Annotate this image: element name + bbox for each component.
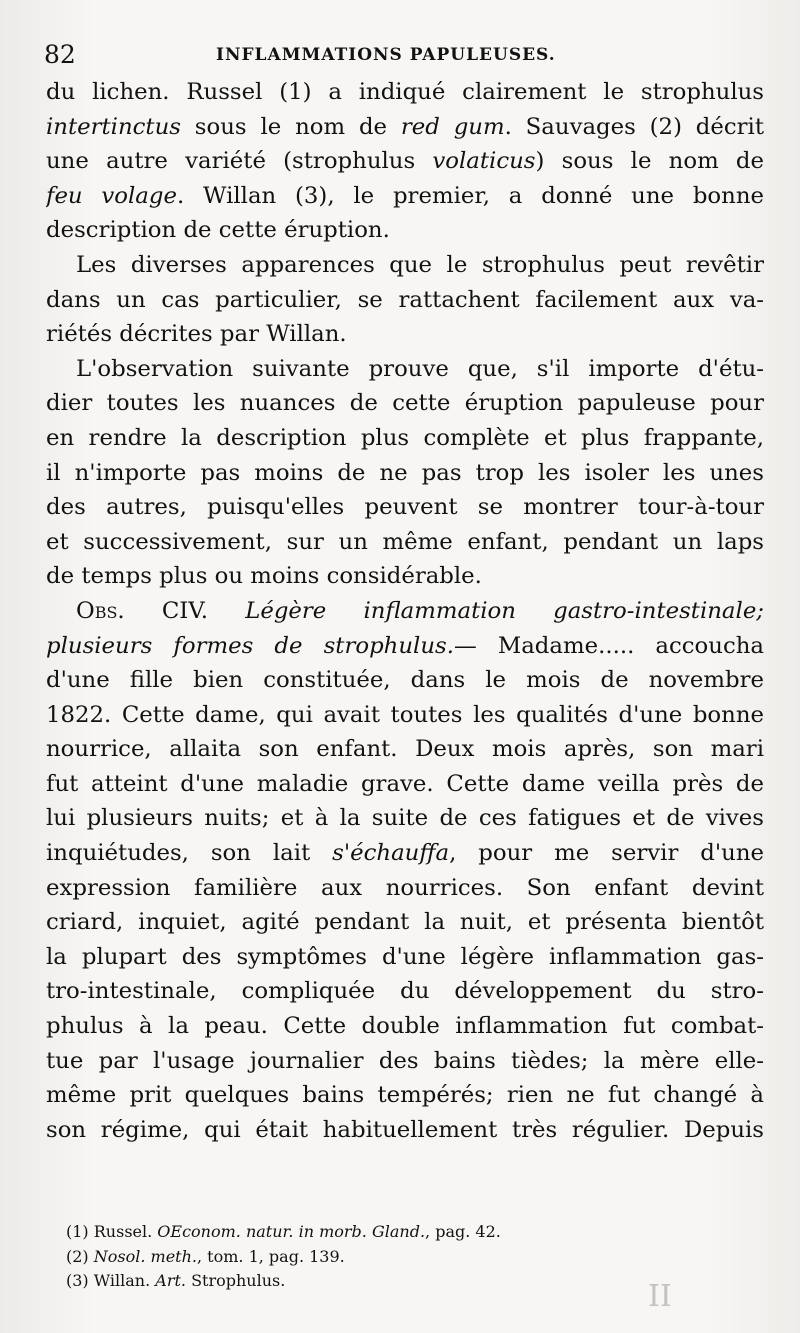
text-segment: dier toutes les nuances de cette éruption papuleuse pour	[46, 390, 764, 417]
text-segment: son régime, qui était habituellement très régulier. Depuis	[46, 1116, 764, 1143]
page-header	[44, 38, 764, 72]
footnote-italic: Art.	[155, 1271, 186, 1290]
text-line	[46, 974, 764, 1009]
text-line	[46, 594, 764, 629]
text-line	[46, 456, 764, 491]
text-segment: Les diverses apparences que le strophulus peut revêtir	[76, 251, 764, 278]
text-segment: ) sous le nom de	[535, 148, 764, 175]
text-segment: il n'importe pas moins de ne pas trop les isoler les unes	[46, 459, 764, 486]
text-segment: expression familière aux nourrices. Son enfant devint	[46, 874, 764, 901]
text-line	[46, 871, 764, 906]
text-line	[46, 698, 764, 733]
text-line	[46, 1009, 764, 1044]
text-line	[46, 1078, 764, 1113]
text-segment: phulus à la peau. Cette double inflammation fut combat-	[46, 1013, 764, 1040]
text-line	[46, 732, 764, 767]
text-line	[46, 663, 764, 698]
text-line	[46, 352, 764, 387]
text-line	[46, 905, 764, 940]
italic-text: red gum	[400, 113, 505, 140]
text-segment: — Madame..... accoucha	[453, 632, 764, 659]
footnote	[66, 1269, 666, 1294]
text-line	[46, 490, 764, 525]
text-segment: , pour me servir d'une	[449, 840, 764, 867]
text-segment: . Willan (3), le premier, a donné une bonne	[177, 182, 764, 209]
text-line	[46, 179, 764, 214]
italic-text: s'échauffa	[332, 840, 450, 867]
text-segment: tro-intestinale, compliquée du développement du stro-	[46, 978, 764, 1005]
text-segment: de temps plus ou moins considérable.	[46, 563, 482, 590]
text-segment: L'observation suivante prouve que, s'il importe d'étu-	[76, 355, 764, 382]
text-segment: 1822. Cette dame, qui avait toutes les qualités d'une bonne	[46, 701, 764, 728]
text-line	[46, 75, 764, 110]
footnote-italic: OEconom. natur. in morb. Gland.	[157, 1222, 426, 1241]
footnote	[66, 1220, 666, 1245]
text-segment: . Sauvages (2) décrit	[504, 113, 764, 140]
text-segment: la plupart des symptômes d'une légère inflammation gas-	[46, 943, 764, 970]
text-segment: des autres, puisqu'elles peuvent se montrer tour-à-tour	[46, 494, 764, 521]
text-line	[46, 283, 764, 318]
text-segment: même prit quelques bains tempérés; rien ne fut changé à	[46, 1082, 764, 1109]
text-line	[46, 767, 764, 802]
text-segment: tue par l'usage journalier des bains tièdes; la mère elle-	[46, 1047, 764, 1074]
text-line	[46, 836, 764, 871]
text-segment: une autre variété (strophulus	[46, 148, 433, 175]
text-segment: d'une fille bien constituée, dans le mois de novembre	[46, 667, 764, 694]
text-segment: inquiétudes, son lait	[46, 840, 333, 867]
text-segment: Obs. CIV.	[76, 597, 246, 624]
running-title: INFLAMMATIONS PAPULEUSES.	[216, 45, 556, 65]
italic-text: Légère inflammation gastro-intestinale;	[245, 597, 764, 624]
text-segment: criard, inquiet, agité pendant la nuit, et présenta bientôt	[46, 909, 764, 936]
body-text	[46, 75, 764, 1147]
italic-text: feu volage	[46, 182, 177, 209]
footnote-text: , pag. 42.	[425, 1222, 501, 1241]
text-segment: et successivement, sur un même enfant, pendant un laps	[46, 528, 764, 555]
signature-mark: II	[648, 1279, 672, 1314]
text-line	[46, 1113, 764, 1148]
text-segment: lui plusieurs nuits; et à la suite de ces fatigues et de vives	[46, 805, 764, 832]
text-segment: nourrice, allaita son enfant. Deux mois après, son mari	[46, 736, 764, 763]
footnote-text: (2)	[66, 1246, 94, 1266]
footnote-italic: Nosol. meth.	[93, 1246, 197, 1266]
text-segment: dans un cas particulier, se rattachent facilement aux va-	[46, 286, 764, 313]
italic-text: plusieurs formes de strophulus.	[46, 632, 454, 659]
text-segment: riétés décrites par Willan.	[46, 321, 347, 348]
text-line	[46, 1044, 764, 1079]
text-line	[46, 110, 764, 145]
text-segment: en rendre la description plus complète et plus frappante,	[46, 424, 764, 451]
text-line	[46, 213, 764, 248]
text-segment: du lichen. Russel (1) a indiqué clairement le strophulus	[46, 79, 764, 105]
text-line	[46, 940, 764, 975]
footnote-text: (1) Russel.	[66, 1222, 158, 1241]
text-line	[46, 317, 764, 352]
text-segment: fut atteint d'une maladie grave. Cette dame veilla près de	[46, 770, 764, 797]
italic-text: intertinctus	[46, 113, 181, 140]
text-line	[46, 525, 764, 560]
text-line	[46, 386, 764, 421]
text-segment: description de cette éruption.	[46, 217, 390, 244]
text-line	[46, 629, 764, 664]
text-line	[46, 144, 764, 179]
footnote	[66, 1245, 666, 1270]
footnote-text: (3) Willan.	[66, 1271, 156, 1290]
text-line	[46, 248, 764, 283]
italic-text: volaticus	[432, 148, 536, 175]
footnote-text: Strophulus.	[186, 1271, 286, 1290]
footnote-text: , tom. 1, pag. 139.	[196, 1246, 345, 1266]
text-line	[46, 421, 764, 456]
footnotes	[66, 1220, 666, 1294]
page-number: 82	[44, 40, 76, 69]
text-line	[46, 801, 764, 836]
text-line	[46, 559, 764, 594]
text-segment: sous le nom de	[180, 113, 401, 140]
